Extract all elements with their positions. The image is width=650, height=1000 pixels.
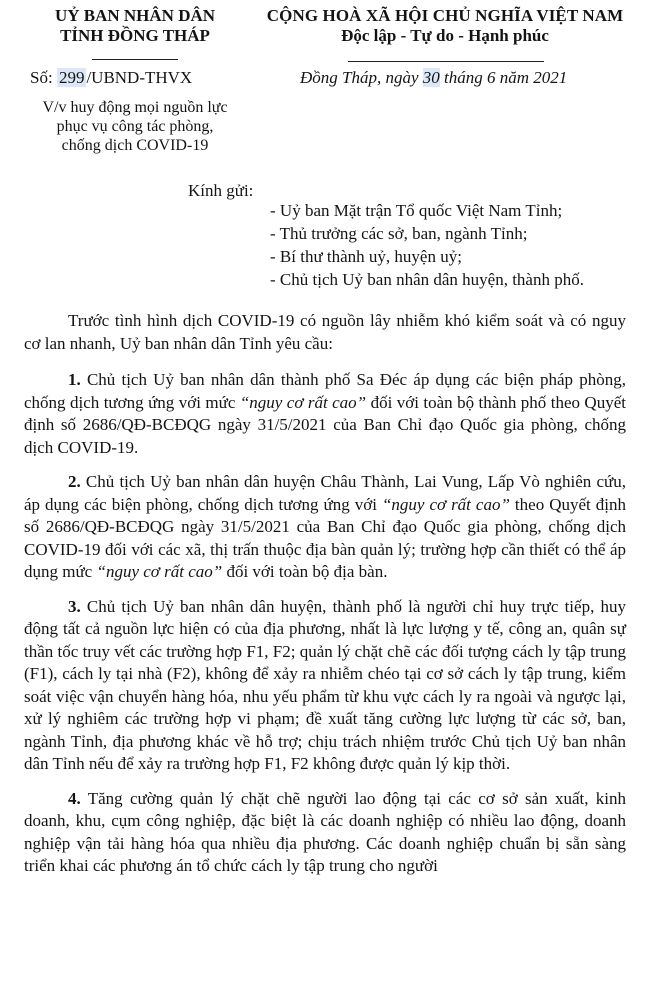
place-date-end: tháng 6 năm 2021 [439, 68, 568, 87]
intro-paragraph: Trước tình hình dịch COVID-19 có nguồn lây nhiễm khó kiểm soát và có nguy cơ lan nhanh, Uỷ ban nhân dân Tỉnh yêu cầu: [24, 311, 626, 353]
directive-text: Tăng cường quản lý chặt chẽ người lao động tại các cơ sở sản xuất, kinh doanh, khu, cụm công nghiệp, đặc biệt là các doanh nghiệp có nhiều lao động, doanh nghiệp vận tải hàng hóa qua nhiều địa phương. Các doanh nghiệp chuẩn bị sẵn sàng triển khai các phương án tổ chức cách ly tập trung cho người [24, 788, 626, 875]
document-number-suffix: /UBND-THVX [86, 68, 193, 87]
subject-line: phục vụ công tác phòng, [56, 118, 214, 135]
subject-line: V/v huy động mọi nguồn lực [42, 99, 228, 116]
directive-number: 4. [68, 788, 81, 808]
risk-level-emphasis: “nguy cơ rất cao” [381, 494, 510, 514]
greeting: Kính gửi: [188, 181, 254, 200]
recipient-item: - Thủ trưởng các sở, ban, ngành Tỉnh; [270, 224, 528, 243]
date-day: 30 [422, 68, 440, 87]
place-date [300, 68, 567, 88]
directive-1 [24, 369, 626, 459]
directive-number: 2. [68, 472, 81, 491]
document-number [30, 68, 192, 88]
recipient-item: - Bí thư thành uỷ, huyện uỷ; [270, 247, 462, 266]
directive-text: Chủ tịch Uỷ ban nhân dân huyện Châu Thành, Lai Vung, Lấp Vò nghiên cứu, áp dụng các biện phòng, chống dịch tương ứng với [24, 472, 626, 514]
risk-level-emphasis: “nguy cơ rất cao” [239, 392, 367, 412]
directive-number: 3. [68, 596, 81, 616]
national-title: CỘNG HOÀ XÃ HỘI CHỦ NGHĨA VIỆT NAM [266, 6, 624, 25]
document-subject [0, 98, 270, 155]
directive-text: Chủ tịch Uỷ ban nhân dân huyện, thành phố là người chỉ huy trực tiếp, huy động tất cả nguồn lực hiện có của địa phương, nhất là lực lượng y tế, công an, quân sự thần tốc truy vết các trường hợp F1, F2; quản lý chặt chẽ các đối tượng cách ly tập trung (F1), cách ly tại nhà (F2), không để xảy ra nhiễm chéo tại cơ sở cách ly tập trung, kiểm soát việc vận chuyển hàng hóa, nhu yếu phẩm từ khu vực cách ly ra ngoài và ngược lại, xử lý nghiêm các trường hợp vi phạm; đề xuất tăng cường lực lượng từ các sở, ban, ngành Tỉnh, địa phương khác về hỗ trợ; chịu trách nhiệm trước Chủ tịch Uỷ ban nhân dân Tỉnh nếu để xảy ra trường hợp F1, F2 không được quản lý kịp thời. [24, 596, 626, 773]
place-date-start: Đồng Tháp, ngày [300, 68, 423, 87]
directive-text: theo Quyết định số 2686/QĐ-BCĐQG ngày 31/5/2021 của Ban Chỉ đạo Quốc gia phòng, chống dịch COVID-19 đối với các xã, thị trấn thuộc địa bàn quản lý; trường hợp cần thiết có thể áp dụng mức [24, 494, 626, 581]
document-number-value: 299 [58, 68, 85, 87]
directive-2 [24, 471, 626, 584]
national-title-block [240, 6, 650, 46]
risk-level-emphasis: “nguy cơ rất cao” [96, 562, 223, 581]
directive-text: đối với toàn bộ thành phố theo Quyết định số 2686/QĐ-BCĐQG ngày 31/5/2021 của Ban Chỉ đạo Quốc gia phòng, chống dịch COVID-19. [24, 392, 626, 457]
recipient-item: - Chủ tịch Uỷ ban nhân dân huyện, thành phố. [270, 270, 584, 289]
issuer-block [0, 6, 270, 46]
directive-text: Chủ tịch Uỷ ban nhân dân thành phố Sa Đéc áp dụng các biện pháp phòng, chống dịch tương ứng với mức [24, 370, 626, 412]
directive-number: 1. [68, 370, 81, 389]
recipient-list [270, 199, 584, 291]
directive-text: đối với toàn bộ địa bàn. [222, 562, 388, 581]
directive-3 [24, 596, 626, 776]
motto-underline [348, 61, 544, 62]
document-number-prefix: Số: [30, 68, 53, 87]
issuer-name-line2: TỈNH ĐỒNG THÁP [60, 26, 210, 45]
recipient-item: - Uỷ ban Mặt trận Tổ quốc Việt Nam Tỉnh; [270, 201, 563, 220]
subject-line: chống dịch COVID-19 [61, 137, 209, 154]
document-body [24, 310, 626, 890]
directive-4 [24, 788, 626, 878]
issuer-underline [92, 59, 178, 60]
issuer-name-line1: UỶ BAN NHÂN DÂN [54, 6, 216, 25]
national-motto: Độc lập - Tự do - Hạnh phúc [341, 26, 549, 45]
